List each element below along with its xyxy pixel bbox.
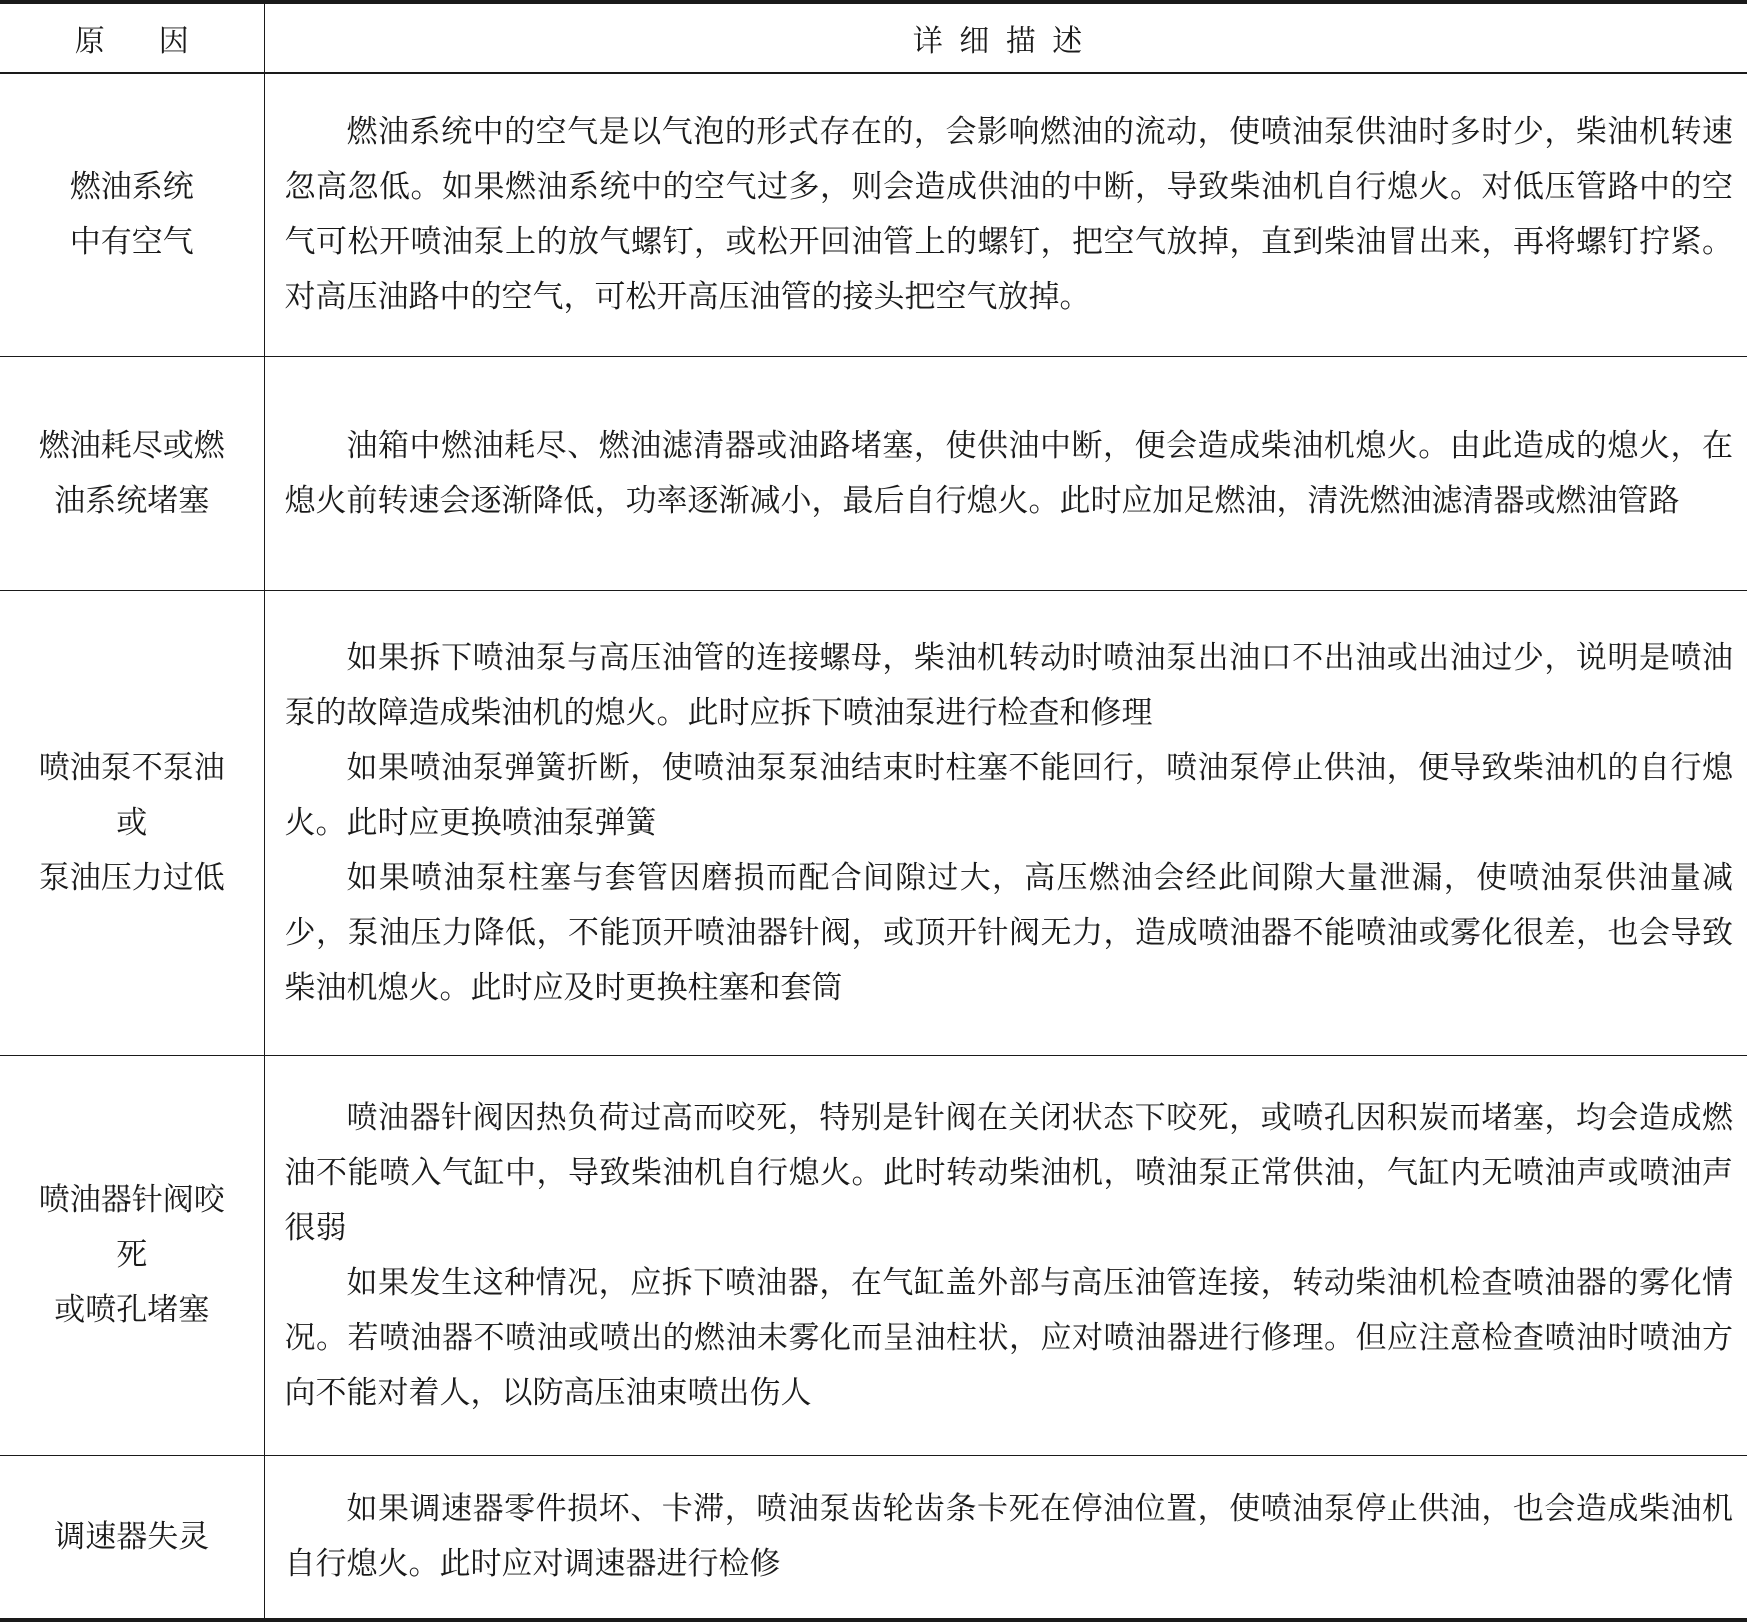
description-paragraph: 油箱中燃油耗尽、燃油滤清器或油路堵塞，使供油中断，便会造成柴油机熄火。由此造成的熄火，在熄火前转速会逐渐降低，功率逐渐减小，最后自行熄火。此时应加足燃油，清洗燃油滤清器或燃油管路 bbox=[284, 427, 1733, 519]
description-paragraph: 喷油器针阀因热负荷过高而咬死，特别是针阀在关闭状态下咬死，或喷孔因积炭而堵塞，均会造成燃油不能喷入气缸中，导致柴油机自行熄火。此时转动柴油机，喷油泵正常供油，气缸内无喷油声或喷油声很弱 bbox=[284, 1099, 1733, 1246]
header-row bbox=[0, 2, 1747, 73]
reason-label: 喷油泵不泵油或 泵油压力过低 bbox=[38, 749, 225, 896]
table-body bbox=[0, 73, 1747, 1620]
reason-cell bbox=[0, 591, 264, 1056]
table-row bbox=[0, 1056, 1747, 1456]
description-paragraph: 如果调速器零件损坏、卡滞，喷油泵齿轮齿条卡死在停油位置，使喷油泵停止供油，也会造成柴油机自行熄火。此时应对调速器进行检修 bbox=[284, 1491, 1733, 1582]
header-reason: 原因 bbox=[0, 2, 264, 73]
description-cell bbox=[264, 591, 1747, 1056]
description-paragraph: 如果发生这种情况，应拆下喷油器，在气缸盖外部与高压油管连接，转动柴油机检查喷油器的雾化情况。若喷油器不喷油或喷出的燃油未雾化而呈油柱状，应对喷油器进行修理。但应注意检查喷油时喷油方向不能对着人，以防高压油束喷出伤人 bbox=[284, 1264, 1733, 1411]
table-row bbox=[0, 591, 1747, 1056]
description-cell bbox=[264, 1456, 1747, 1621]
table-row bbox=[0, 1456, 1747, 1621]
reason-label: 调速器失灵 bbox=[54, 1518, 210, 1555]
reason-cell bbox=[0, 1056, 264, 1456]
description-cell bbox=[264, 357, 1747, 591]
description-paragraph: 燃油系统中的空气是以气泡的形式存在的，会影响燃油的流动，使喷油泵供油时多时少，柴油机转速忽高忽低。如果燃油系统中的空气过多，则会造成供油的中断，导致柴油机自行熄火。对低压管路中的空气可松开喷油泵上的放气螺钉，或松开回油管上的螺钉，把空气放掉，直到柴油冒出来，再将螺钉拧紧。对高压油路中的空气，可松开高压油管的接头把空气放掉。 bbox=[284, 114, 1733, 315]
table-row bbox=[0, 357, 1747, 591]
table-row bbox=[0, 73, 1747, 357]
description-cell bbox=[264, 1056, 1747, 1456]
description-paragraph: 如果喷油泵弹簧折断，使喷油泵泵油结束时柱塞不能回行，喷油泵停止供油，便导致柴油机的自行熄火。此时应更换喷油泵弹簧 bbox=[284, 749, 1733, 841]
reason-label: 燃油系统 中有空气 bbox=[69, 169, 194, 260]
description-paragraph: 如果喷油泵柱塞与套管因磨损而配合间隙过大，高压燃油会经此间隙大量泄漏，使喷油泵供油量减少，泵油压力降低，不能顶开喷油器针阀，或顶开针阀无力，造成喷油器不能喷油或雾化很差，也会导致柴油机熄火。此时应及时更换柱塞和套筒 bbox=[284, 859, 1733, 1006]
reason-label: 喷油器针阀咬死 或喷孔堵塞 bbox=[38, 1182, 225, 1328]
table-header bbox=[0, 2, 1747, 73]
reason-cell bbox=[0, 1456, 264, 1621]
description-cell bbox=[264, 73, 1747, 357]
reason-label: 燃油耗尽或燃 油系统堵塞 bbox=[38, 427, 225, 519]
description-paragraph: 如果拆下喷油泵与高压油管的连接螺母，柴油机转动时喷油泵出油口不出油或出油过少，说明是喷油泵的故障造成柴油机的熄火。此时应拆下喷油泵进行检查和修理 bbox=[284, 639, 1733, 731]
reason-cell bbox=[0, 73, 264, 357]
reason-cell bbox=[0, 357, 264, 591]
header-description: 详细描述 bbox=[264, 2, 1747, 73]
